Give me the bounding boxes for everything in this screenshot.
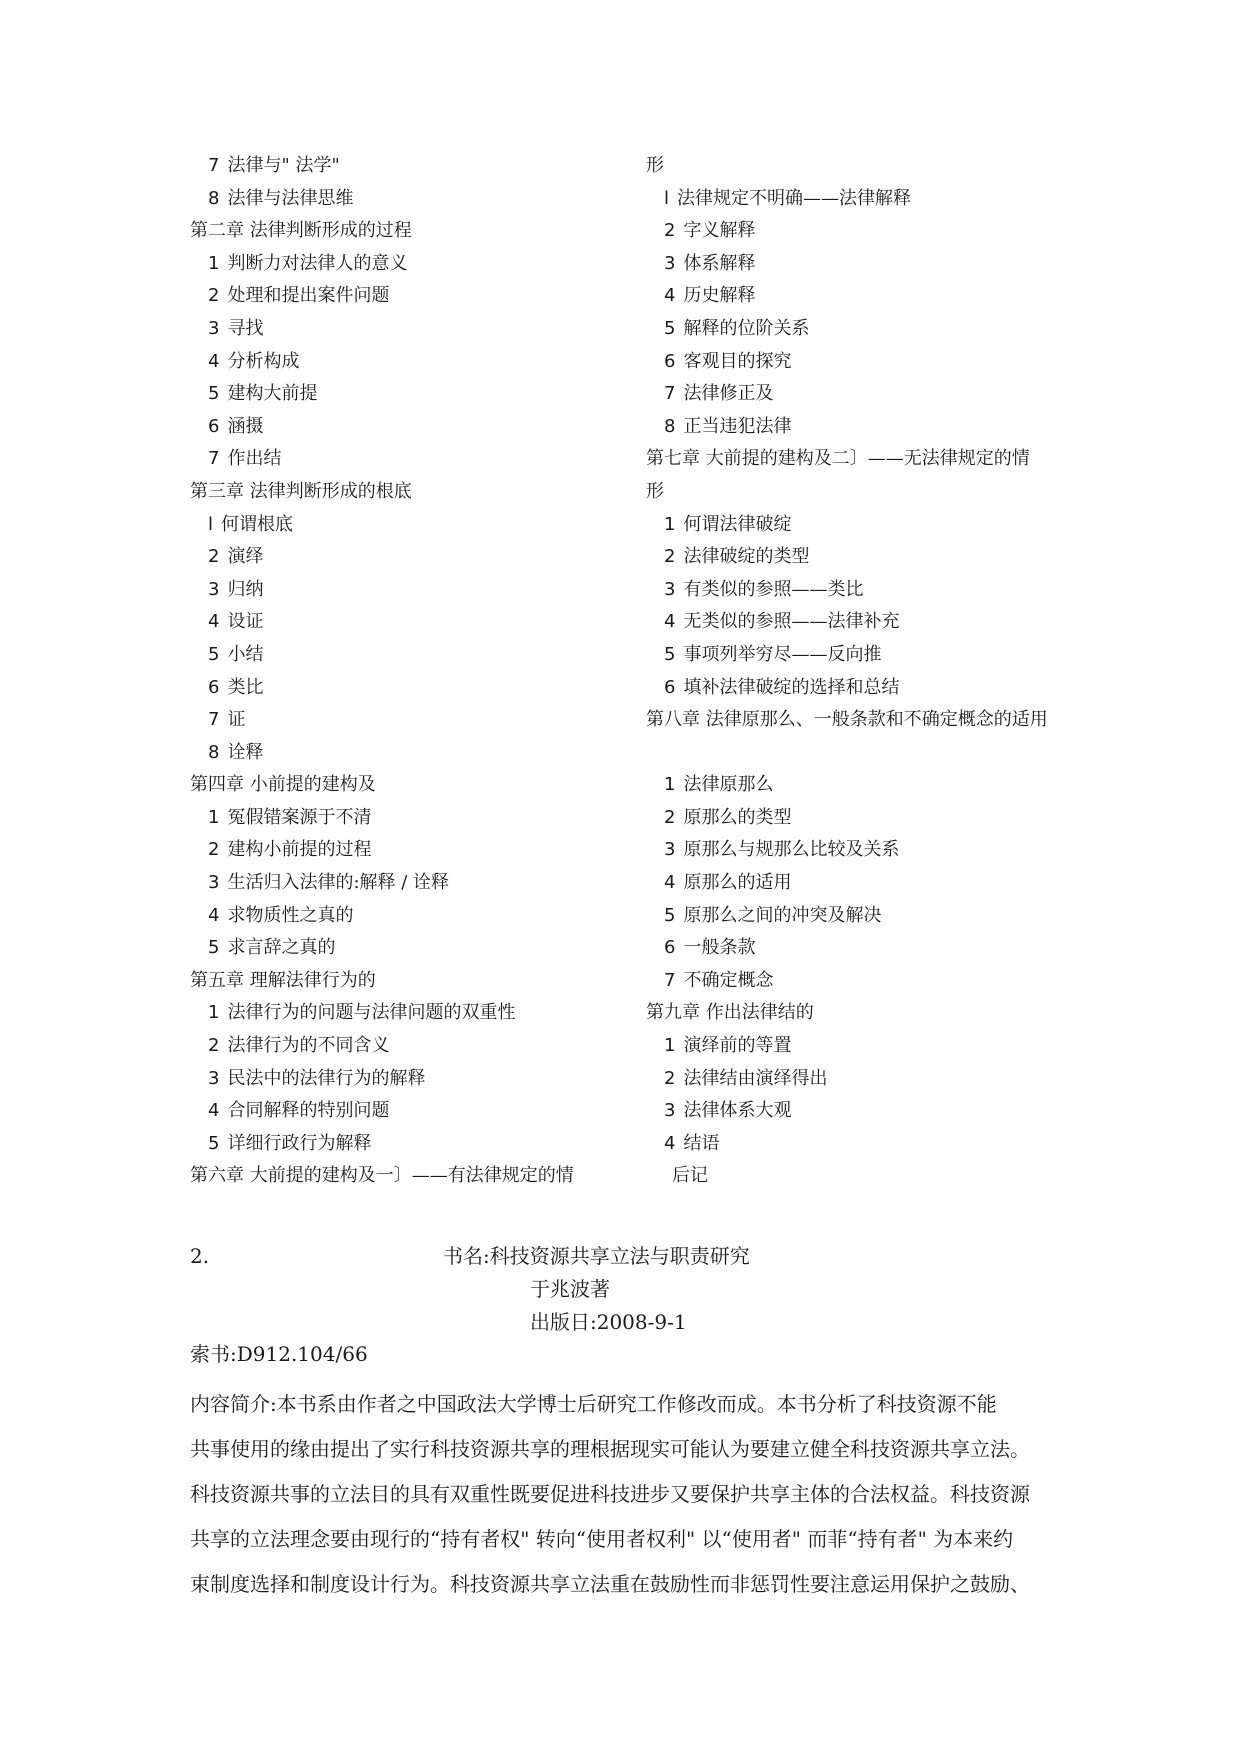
toc-item-number: 3: [208, 1067, 220, 1089]
toc-item-number: 2: [664, 1067, 676, 1089]
summary-line: 束制度选择和制度设计行为。科技资源共享立法重在鼓励性而非惩罚性要注意运用保护之鼓励、: [190, 1572, 1030, 1596]
toc-chapter-heading: 第五章 理解法律行为的: [190, 969, 376, 991]
toc-item-text: 原那么的适用: [683, 872, 792, 894]
toc-item: [646, 606, 1086, 639]
toc-item-number: 8: [208, 187, 220, 209]
toc-item: [190, 183, 630, 216]
toc-item: [646, 346, 1086, 379]
toc-item-number: 7: [208, 155, 220, 176]
toc-item: [190, 672, 630, 705]
toc-item: [190, 639, 630, 672]
book-summary: [190, 1382, 1060, 1607]
toc-item-text: 后记: [672, 1165, 708, 1187]
toc-item: [646, 378, 1086, 411]
toc-item: [190, 997, 630, 1030]
toc-item: [190, 574, 630, 607]
toc-item-number: 4: [664, 285, 676, 307]
toc-item-number: 1: [664, 774, 676, 796]
toc-item-number: 2: [664, 546, 676, 568]
toc-item: [646, 639, 1086, 672]
toc-item-number: 6: [208, 415, 220, 437]
summary-line: 共享的立法理念要由现行的“持有者权" 转向“使用者权利" 以“使用者" 而菲“持有者" 为本来约: [190, 1527, 1014, 1551]
toc-chapter-heading: 第二章 法律判断形成的过程: [190, 220, 412, 242]
toc-item-text: 填补法律破绽的选择和总结: [683, 676, 900, 698]
book-entry: [190, 1240, 1060, 1339]
toc-item-number: 2: [664, 806, 676, 828]
toc-item-text: 生活归入法律的:解释 / 诠释: [227, 872, 450, 894]
toc-item-text: 类比: [227, 676, 264, 698]
toc-item-number: 7: [208, 448, 220, 470]
toc-item-text: 涵摄: [227, 415, 264, 437]
toc-item-text: 法律与法律思维: [227, 187, 354, 209]
toc-item-number: 5: [208, 643, 220, 665]
toc-item: [190, 411, 630, 444]
toc-item-number: 3: [664, 1100, 676, 1122]
toc-item-text: 事项列举穷尽——反向推: [683, 643, 882, 665]
toc-chapter-heading: 形: [646, 155, 664, 176]
toc-item: [646, 1160, 1086, 1193]
toc-item-text: 正当违犯法律: [683, 415, 792, 437]
toc-item: [646, 802, 1086, 835]
toc-item: [646, 215, 1086, 248]
toc-item: [646, 1095, 1086, 1128]
toc-item-number: 3: [664, 252, 676, 274]
toc-item-number: 6: [664, 350, 676, 372]
toc-item-text: 客观目的探究: [683, 350, 792, 372]
toc-chapter-heading: 第四章 小前提的建构及: [190, 774, 376, 796]
toc-item-number: 7: [664, 969, 676, 991]
toc-chapter-heading: 第七章 大前提的建构及二〕——无法律规定的情: [646, 448, 1030, 470]
toc-item: [646, 932, 1086, 965]
toc-item-text: 何谓根底: [221, 513, 294, 535]
toc-blank-line: [646, 737, 1086, 770]
toc-item-number: 5: [664, 904, 676, 926]
toc-item-text: 法律规定不明确——法律解释: [677, 187, 912, 209]
toc-item: [190, 1095, 630, 1128]
toc-item-number: 8: [664, 415, 676, 437]
toc-item-number: 3: [208, 317, 220, 339]
toc-item-text: 民法中的法律行为的解释: [227, 1067, 426, 1089]
toc-item-number: 1: [208, 806, 220, 828]
toc-item-text: 小结: [227, 643, 264, 665]
toc-item: [190, 867, 630, 900]
toc-item-number: 2: [208, 285, 220, 307]
toc-item-text: 演绎: [227, 546, 264, 568]
summary-line: 共事使用的缘由提出了实行科技资源共享的理根据现实可能认为要建立健全科技资源共享立法。: [190, 1437, 1030, 1461]
toc-item: [646, 411, 1086, 444]
toc-item-number: 5: [664, 317, 676, 339]
toc-item: [646, 248, 1086, 281]
toc-item-text: 设证: [227, 611, 264, 633]
toc-item: [646, 183, 1086, 216]
toc-item-number: 5: [664, 643, 676, 665]
book-title: 书名:科技资源共享立法与职责研究: [443, 1244, 750, 1268]
book-date: 出版日:2008-9-1: [530, 1310, 687, 1334]
toc-item-text: 分析构成: [227, 350, 300, 372]
toc-item-number: 3: [208, 872, 220, 894]
toc-item-text: 处理和提出案件问题: [227, 285, 390, 307]
toc-item-number: 3: [664, 578, 676, 600]
toc-item: [646, 834, 1086, 867]
toc-item: [646, 541, 1086, 574]
toc-item: [190, 1128, 630, 1161]
toc-item-number: 2: [208, 546, 220, 568]
toc-item: [190, 443, 630, 476]
toc-item-text: 求物质性之真的: [227, 904, 354, 926]
toc-item: [190, 378, 630, 411]
toc-item: [190, 834, 630, 867]
toc-item-text: 法律原那么: [683, 774, 774, 796]
toc-item: [190, 541, 630, 574]
book-index: 2.: [190, 1244, 210, 1268]
toc-item-number: 4: [664, 872, 676, 894]
toc-item-text: 法律行为的不同含义: [227, 1035, 390, 1057]
toc-chapter-heading: 第九章 作出法律结的: [646, 1002, 814, 1024]
toc-item: [190, 509, 630, 542]
toc-item: [646, 900, 1086, 933]
toc-item-number: 7: [664, 383, 676, 405]
toc-item: [190, 346, 630, 379]
toc-item-text: 法律体系大观: [683, 1100, 792, 1122]
toc-right-column: [646, 150, 1086, 1193]
book-author: 于兆波著: [530, 1277, 610, 1301]
toc-item: [646, 1030, 1086, 1063]
toc-item-number: 5: [208, 383, 220, 405]
toc-item: [190, 606, 630, 639]
toc-item: [190, 802, 630, 835]
toc-item: [646, 280, 1086, 313]
toc-item-number: 1: [208, 1002, 220, 1024]
toc-chapter-heading: 形: [646, 480, 664, 502]
toc-item-text: 原那么与规那么比较及关系: [683, 839, 900, 861]
book-title-row: [190, 1240, 1060, 1273]
book-call-number: 索书:D912.104/66: [190, 1342, 368, 1366]
toc-item-text: 何谓法律破绽: [683, 513, 792, 535]
toc-item-number: 4: [664, 611, 676, 633]
toc-chapter-heading: 第六章 大前提的建构及一〕——有法律规定的情: [190, 1165, 574, 1187]
toc-item-text: 冤假错案源于不清: [227, 806, 372, 828]
toc-left-column: [190, 150, 630, 1193]
toc-item: [190, 737, 630, 770]
toc-item-number: 2: [208, 839, 220, 861]
toc-item-text: 字义解释: [683, 220, 756, 242]
toc-item-text: 解释的位阶关系: [683, 317, 810, 339]
toc-item-number: 3: [664, 839, 676, 861]
book-date-row: [190, 1306, 1060, 1339]
toc-item: [646, 574, 1086, 607]
toc-item-number: l: [664, 187, 670, 209]
toc-item-number: 7: [208, 709, 220, 731]
toc-item-text: 历史解释: [683, 285, 756, 307]
toc-item-number: l: [208, 513, 214, 535]
toc-item-text: 无类似的参照——法律补充: [683, 611, 900, 633]
toc-item: [646, 509, 1086, 542]
toc-item: [646, 1128, 1086, 1161]
toc-item-number: 5: [208, 1132, 220, 1154]
toc-item-number: 4: [208, 904, 220, 926]
toc-chapter-heading: 第三章 法律判断形成的根底: [190, 480, 412, 502]
toc-item-number: 3: [208, 578, 220, 600]
toc-item-number: 4: [208, 1100, 220, 1122]
book-author-row: [190, 1273, 1060, 1306]
toc-item-number: 1: [664, 1035, 676, 1057]
toc-item-text: 归纳: [227, 578, 264, 600]
toc-item-number: 6: [664, 937, 676, 959]
toc-item-number: 4: [208, 350, 220, 372]
toc-item-text: 原那么之间的冲突及解决: [683, 904, 882, 926]
toc-item-text: 证: [227, 709, 246, 731]
toc-item-text: 原那么的类型: [683, 806, 792, 828]
toc-item: [646, 672, 1086, 705]
toc-item-text: 一般条款: [683, 937, 756, 959]
toc-item-text: 判断力对法律人的意义: [227, 252, 408, 274]
toc-item: [190, 280, 630, 313]
toc-item-text: 法律与" 法学": [227, 155, 340, 176]
toc-item-number: 8: [208, 741, 220, 763]
toc-item-text: 不确定概念: [683, 969, 774, 991]
toc-item-number: 1: [664, 513, 676, 535]
toc-item-text: 作出结: [227, 448, 282, 470]
toc-item-text: 结语: [683, 1132, 720, 1154]
toc-item-number: 1: [208, 252, 220, 274]
toc-item-text: 建构大前提: [227, 383, 318, 405]
toc-item: [190, 1030, 630, 1063]
toc-item-number: 4: [664, 1132, 676, 1154]
toc-item: [190, 313, 630, 346]
toc-item: [190, 900, 630, 933]
toc-item-text: 法律行为的问题与法律问题的双重性: [227, 1002, 516, 1024]
toc-item-text: 合同解释的特别问题: [227, 1100, 390, 1122]
toc-item-number: 4: [208, 611, 220, 633]
toc-item-number: 6: [664, 676, 676, 698]
toc-item-text: 法律结由演绎得出: [683, 1067, 828, 1089]
toc-item-text: 法律破绽的类型: [683, 546, 810, 568]
toc-item-text: 法律修正及: [683, 383, 774, 405]
toc-item: [190, 932, 630, 965]
toc-item: [190, 248, 630, 281]
toc-item: [190, 1063, 630, 1096]
toc-item-number: 5: [208, 937, 220, 959]
toc-item: [190, 150, 630, 183]
summary-line: 科技资源共事的立法目的具有双重性既要促进科技进步又要保护共享主体的合法权益。科技资源: [190, 1482, 1030, 1506]
summary-line: 内容简介:本书系由作者之中国政法大学博士后研究工作修改而成。本书分析了科技资源不能: [190, 1392, 997, 1416]
toc-item: [646, 1063, 1086, 1096]
toc-item-number: 2: [208, 1035, 220, 1057]
toc-item-text: 诠释: [227, 741, 264, 763]
toc-item-text: 建构小前提的过程: [227, 839, 372, 861]
toc-item: [646, 769, 1086, 802]
toc-item: [646, 965, 1086, 998]
toc-item-text: 体系解释: [683, 252, 756, 274]
toc-item: [190, 704, 630, 737]
toc-item-number: 2: [664, 220, 676, 242]
toc-item-text: 有类似的参照——类比: [683, 578, 864, 600]
toc-chapter-heading: 第八章 法律原那么、一般条款和不确定概念的适用: [646, 709, 1048, 731]
toc-item-text: 寻找: [227, 317, 264, 339]
toc-item-text: 演绎前的等置: [683, 1035, 792, 1057]
toc-item: [646, 867, 1086, 900]
toc-item-number: 6: [208, 676, 220, 698]
toc-item-text: 求言辞之真的: [227, 937, 336, 959]
toc-item-text: 详细行政行为解释: [227, 1132, 372, 1154]
toc-item: [646, 313, 1086, 346]
